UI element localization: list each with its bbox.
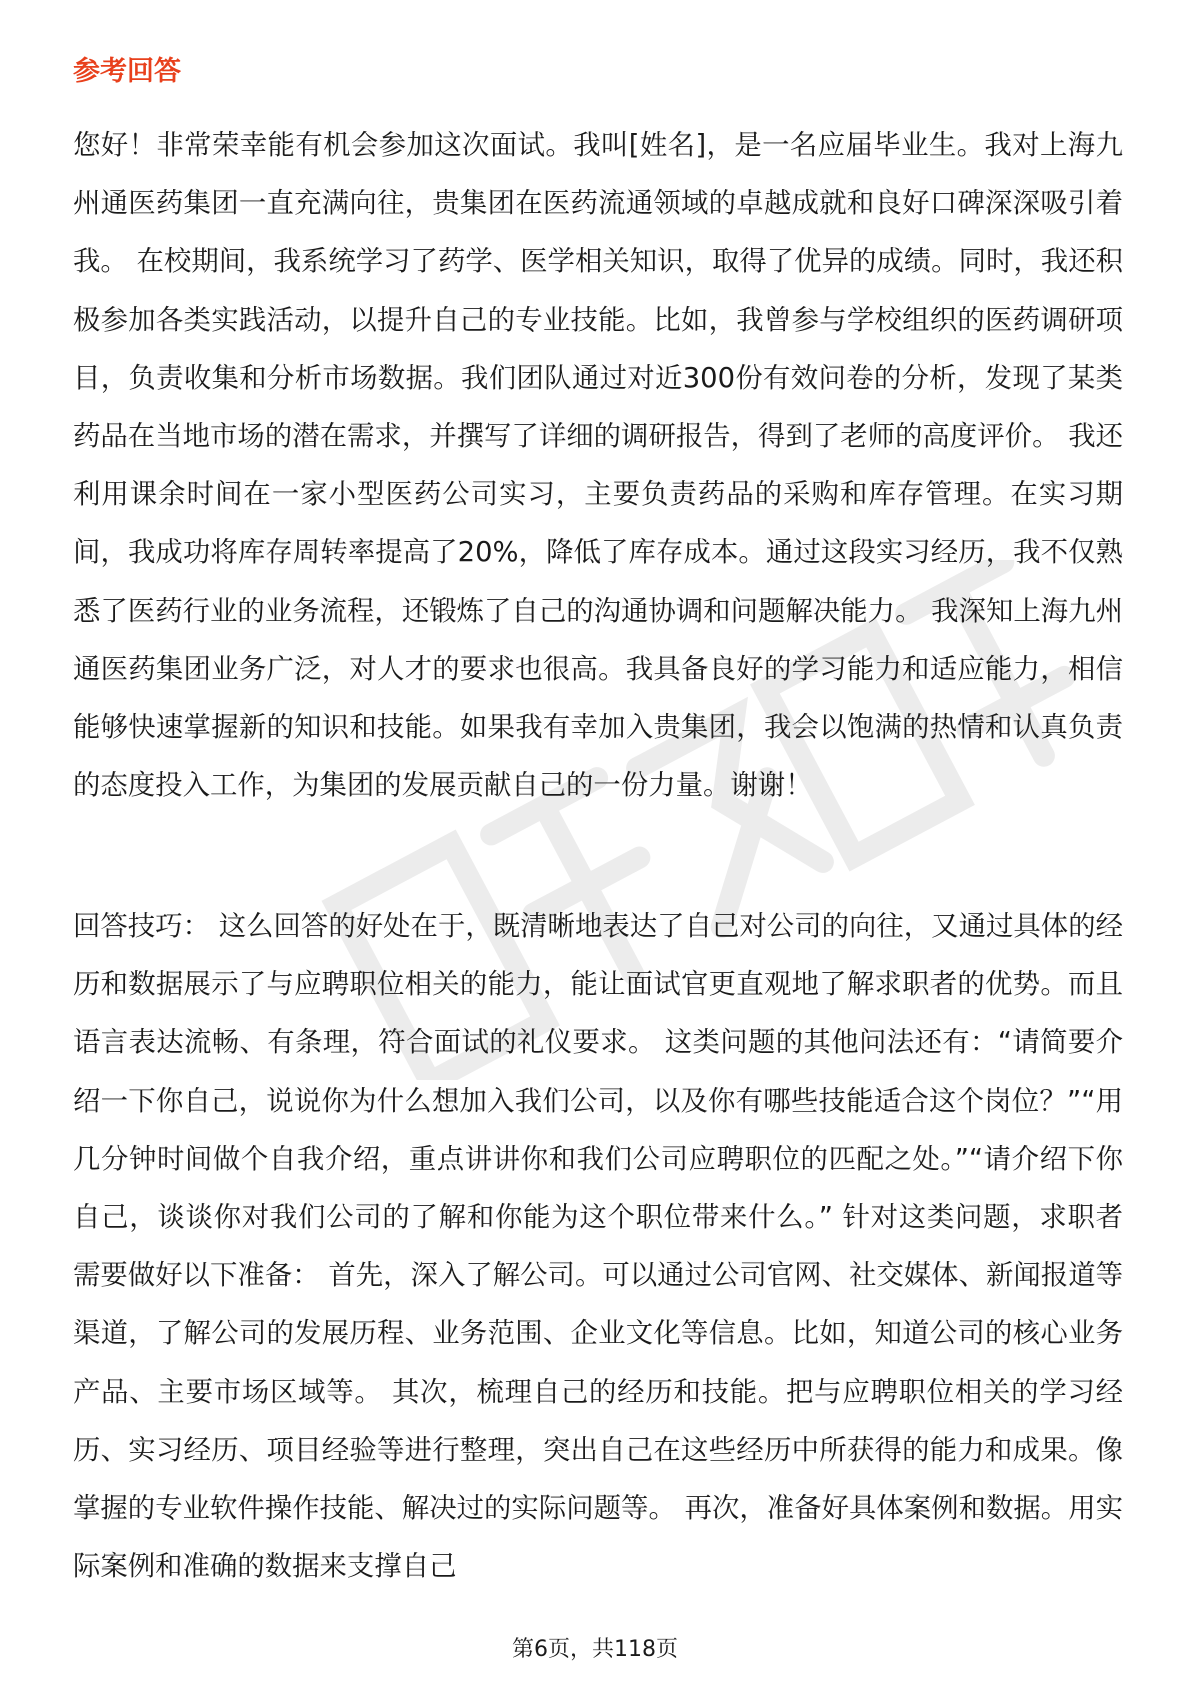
page-number: 第6页，共118页	[512, 1637, 678, 1662]
answer-paragraph: 您好！非常荣幸能有机会参加这次面试。我叫[姓名]，是一名应届毕业生。我对上海九州通医药集团一直充满向往，贵集团在医药流通领域的卓越成就和良好口碑深深吸引着我。 在校期间，我系统学习了药学、医学相关知识，取得了优异的成绩。同时，我还积极参加各类实践活动，以提升自己的专业技能。比如，我曾参与学校组织的医药调研项目，负责收集和分析市场数据。我们团队通过对近300份有效问卷的分析，发现了某类药品在当地市场的潜在需求，并撰写了详细的调研报告，得到了老师的高度评价。 我还利用课余时间在一家小型医药公司实习，主要负责药品的采购和库存管理。在实习期间，我成功将库存周转率提高了20%，降低了库存成本。通过这段实习经历，我不仅熟悉了医药行业的业务流程，还锻炼了自己的沟通协调和问题解决能力。 我深知上海九州通医药集团业务广泛，对人才的要求也很高。我具备良好的学习能力和适应能力，相信能够快速掌握新的知识和技能。如果我有幸加入贵集团，我会以饱满的热情和认真负责的态度投入工作，为集团的发展贡献自己的一份力量。谢谢！	[73, 130, 1123, 802]
section-title: 参考回答	[73, 56, 181, 87]
tips-paragraph: 回答技巧： 这么回答的好处在于，既清晰地表达了自己对公司的向往，又通过具体的经历和数据展示了与应聘职位相关的能力，能让面试官更直观地了解求职者的优势。而且语言表达流畅、有条理，符合面试的礼仪要求。 这类问题的其他问法还有：“请简要介绍一下你自己，说说你为什么想加入我们公司，以及你有哪些技能适合这个岗位？”“用几分钟时间做个自我介绍，重点讲讲你和我们公司应聘职位的匹配之处。”“请介绍下你自己，谈谈你对我们公司的了解和你能为这个职位带来什么。” 针对这类问题，求职者需要做好以下准备： 首先，深入了解公司。可以通过公司官网、社交媒体、新闻报道等渠道，了解公司的发展历程、业务范围、企业文化等信息。比如，知道公司的核心业务产品、主要市场区域等。 其次，梳理自己的经历和技能。把与应聘职位相关的学习经历、实习经历、项目经验等进行整理，突出自己在这些经历中所获得的能力和成果。像掌握的专业软件操作技能、解决过的实际问题等。 再次，准备好具体案例和数据。用实际案例和准确的数据来支撑自己	[73, 911, 1123, 1583]
